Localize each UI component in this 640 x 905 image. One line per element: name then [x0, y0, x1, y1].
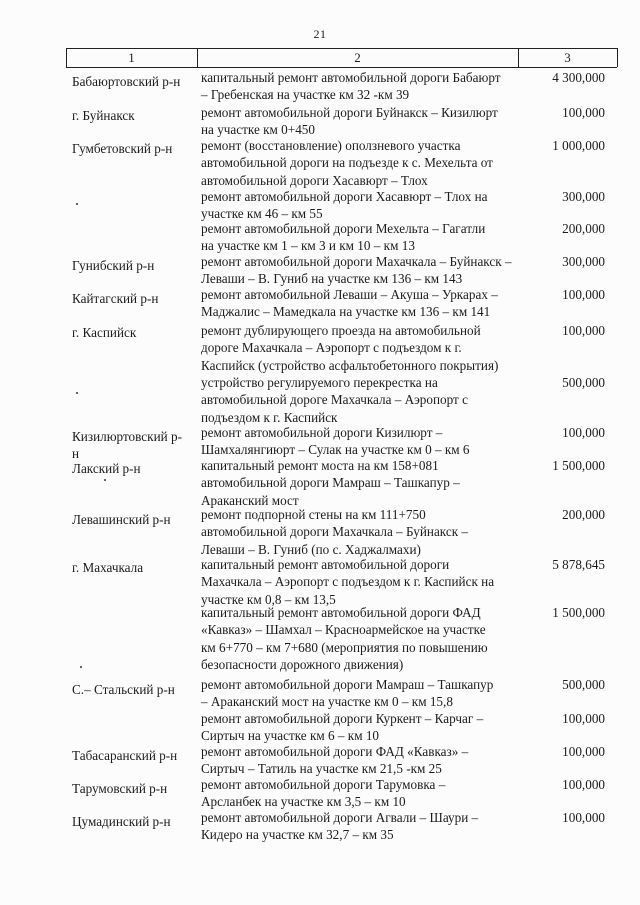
amount: 500,000 — [562, 375, 605, 390]
amount: 5 878,645 — [552, 557, 605, 572]
work-description: капитальный ремонт автомобильной дороги Бабаюрт – Гребенская на участке км 32 -км 39 — [201, 70, 501, 103]
amount: 100,000 — [562, 711, 605, 726]
scan-mark — [80, 666, 82, 668]
page-number: 21 — [313, 27, 327, 41]
table-right-border — [617, 48, 618, 67]
work-description: капитальный ремонт моста на км 158+081 автомобильной дороги Мамраш – Ташкапур – Араканский мост — [201, 458, 460, 508]
amount: 1 000,000 — [552, 138, 605, 153]
region-name: Тарумовский р-н — [72, 781, 168, 796]
amount: 1 500,000 — [552, 605, 605, 620]
region-name: Гунибский р-н — [72, 258, 155, 273]
region-name: Лакский р-н — [72, 461, 141, 476]
work-description: ремонт автомобильной дороги Куркент – Карчаг – Сиртыч на участке км 6 – км 10 — [201, 711, 484, 744]
region-name: г. Каспийск — [72, 325, 137, 340]
region-name: г. Махачкала — [72, 560, 144, 575]
amount: 200,000 — [562, 507, 605, 522]
work-description: ремонт подпорной стены на км 111+750 автомобильной дороги Махачкала – Буйнакск – Леваши – В. Гуниб (по с. Хаджалмахи) — [201, 507, 469, 557]
work-description: ремонт автомобильной дороги Агвали – Шаури – Кидеро на участке км 32,7 – км 35 — [201, 810, 479, 843]
amount: 100,000 — [562, 287, 605, 302]
work-description: ремонт дублирующего проезда на автомобильной дороге Махачкала – Аэропорт с подъездом к г. Каспийск (устройство асфальтобетонного покрытия) — [201, 323, 499, 373]
amount: 500,000 — [562, 677, 605, 692]
scan-mark — [76, 203, 78, 205]
region-name: г. Буйнакск — [72, 108, 135, 123]
work-description: ремонт автомобильной дороги Мехельта – Гагатли на участке км 1 – км 3 и км 10 – км 13 — [201, 221, 486, 254]
work-description: устройство регулируемого перекрестка на автомобильной дороге Махачкала – Аэропорт с подъездом к г. Каспийск — [201, 375, 468, 425]
work-description: ремонт автомобильной дороги Буйнакск – Кизилюрт на участке км 0+450 — [201, 105, 498, 138]
table-top-border — [66, 48, 617, 49]
amount: 4 300,000 — [552, 70, 605, 85]
region-name: Левашинский р-н — [72, 512, 171, 527]
amount: 100,000 — [562, 105, 605, 120]
table-header-border — [66, 67, 617, 68]
work-description: капитальный ремонт автомобильной дороги ФАД «Кавказ» – Шамхал – Красноармейское на участке км 6+770 – км 7+680 (мероприятия по повышению безопасности дорожного движения) — [201, 605, 488, 673]
scan-mark — [76, 392, 78, 394]
work-description: ремонт автомобильной дороги Тарумовка – Арсланбек на участке км 3,5 – км 10 — [201, 777, 446, 810]
amount: 100,000 — [562, 777, 605, 792]
amount: 100,000 — [562, 425, 605, 440]
column-header-work: 2 — [354, 50, 361, 65]
amount: 100,000 — [562, 744, 605, 759]
amount: 1 500,000 — [552, 458, 605, 473]
region-name: Кайтагский р-н — [72, 291, 159, 306]
amount: 100,000 — [562, 810, 605, 825]
region-name: Цумадинский р-н — [72, 814, 171, 829]
work-description: ремонт автомобильной дороги Кизилюрт – Шамхалянгиюрт – Сулак на участке км 0 – км 6 — [201, 425, 470, 458]
amount: 300,000 — [562, 189, 605, 204]
amount: 200,000 — [562, 221, 605, 236]
region-name: Табасаранский р-н — [72, 748, 178, 763]
column-header-region: 1 — [128, 50, 135, 65]
region-name: Кизилюртовский р- н — [72, 429, 182, 461]
work-description: капитальный ремонт автомобильной дороги Махачкала – Аэропорт с подъездом к г. Каспийск на участке км 0,8 – км 13,5 — [201, 557, 495, 607]
work-description: ремонт автомобильной дороги ФАД «Кавказ» – Сиртыч – Татиль на участке км 21,5 -км 25 — [201, 744, 469, 777]
work-description: ремонт автомобильной дороги Махачкала – Буйнакск – Леваши – В. Гуниб на участке км 136 – км 143 — [201, 254, 512, 287]
work-description: ремонт автомобильной Леваши – Акуша – Уркарах – Маджалис – Мамедкала на участке км 136 – км 141 — [201, 287, 498, 320]
work-description: ремонт автомобильной дороги Мамраш – Ташкапур – Араканский мост на участке км 0 – км 15,8 — [201, 677, 494, 710]
amount: 300,000 — [562, 254, 605, 269]
amount: 100,000 — [562, 323, 605, 338]
work-description: ремонт автомобильной дороги Хасавюрт – Тлох на участке км 46 – км 55 — [201, 189, 488, 222]
region-name: С.– Стальский р-н — [72, 682, 175, 697]
region-name: Бабаюртовский р-н — [72, 74, 181, 89]
scan-mark — [104, 479, 106, 481]
region-name: Гумбетовский р-н — [72, 141, 173, 156]
work-description: ремонт (восстановление) оползневого участка автомобильной дороги на подъезде к с. Мехельта от автомобильной дороги Хасавюрт – Тлох — [201, 138, 493, 188]
column-header-amount: 3 — [564, 50, 571, 65]
